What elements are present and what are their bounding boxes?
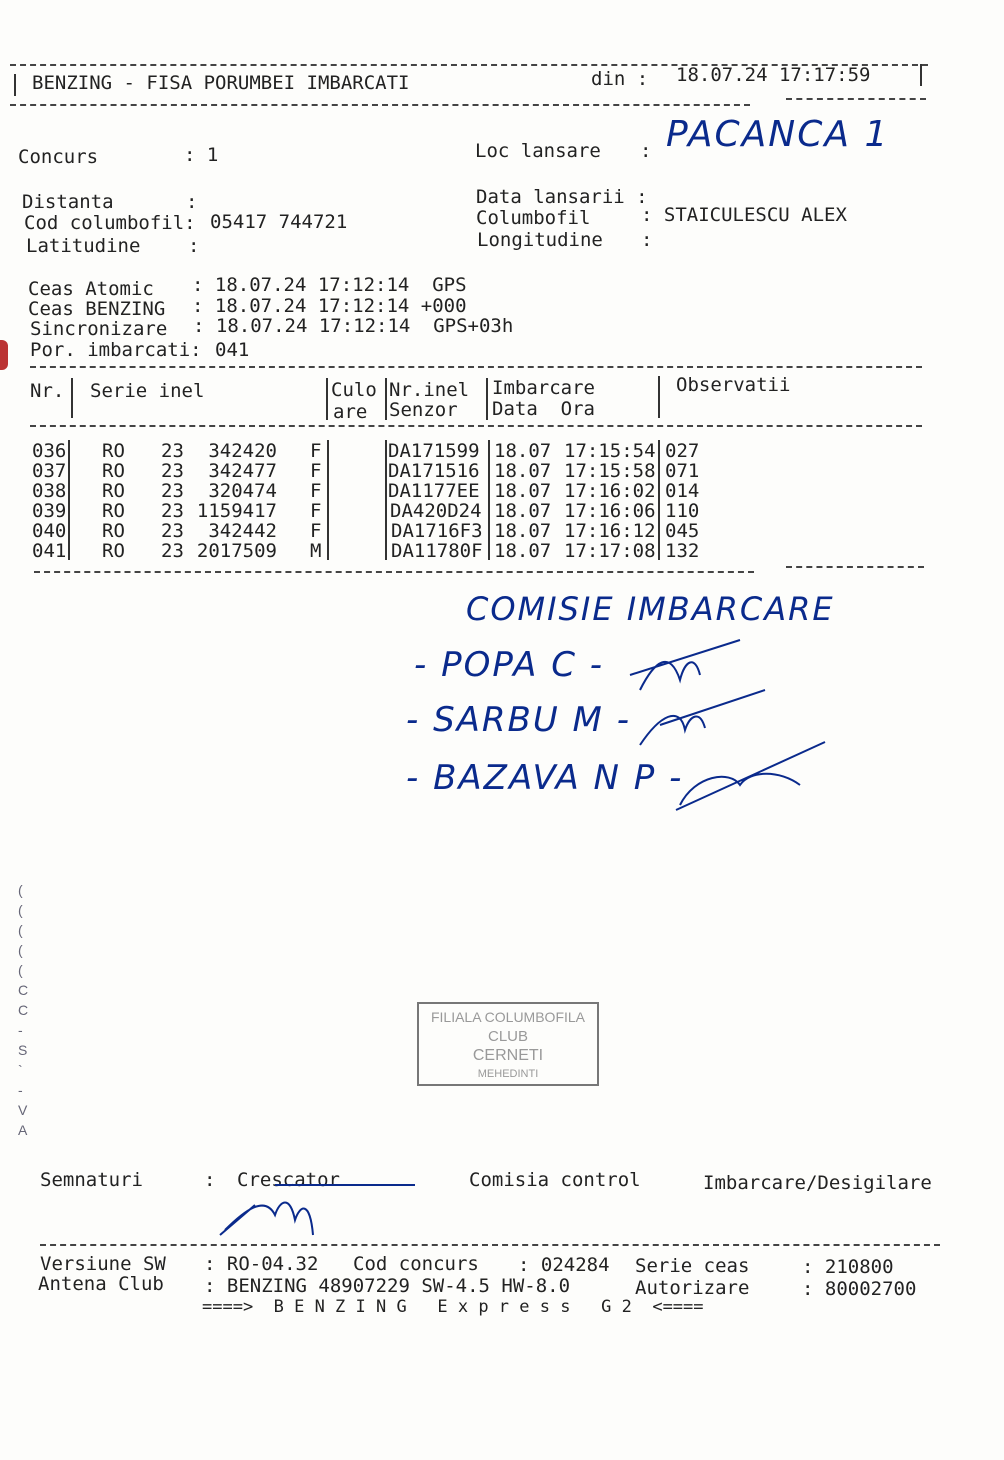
row-divider-obs (658, 440, 660, 560)
ceas-benzing-value: : 18.07.24 17:12:14 +000 (192, 295, 467, 317)
col-header-serie: Serie inel (90, 380, 205, 402)
handwritten-member-1: - POPA C - (414, 645, 605, 685)
serie-ceas-label: Serie ceas (635, 1255, 750, 1277)
crescator-label: Crescator (237, 1169, 340, 1191)
col-header-culoare-1: Culo (331, 379, 377, 401)
commission-signatures (600, 620, 840, 820)
cell-sex: F (310, 520, 322, 542)
stamp-line-2: CLUB (487, 1028, 528, 1045)
latitudine-label: Latitudine (26, 235, 141, 257)
data-lansarii-label: Data lansarii : (476, 186, 648, 208)
header-right-bar (920, 64, 922, 86)
sincronizare-label: Sincronizare (30, 318, 168, 340)
cell-tara: RO (102, 480, 125, 502)
col-divider-culoare (326, 378, 328, 420)
cod-concurs-value: : 024284 (518, 1254, 610, 1276)
row-divider-culoare (327, 440, 329, 560)
col-header-culoare-2: are (333, 401, 368, 423)
stamp-line-1: FILIALA COLUMBOFILA (430, 1009, 586, 1025)
loc-lansare-handwritten: PACANCA 1 (666, 114, 890, 155)
cell-data: 18.07 (494, 480, 552, 502)
cell-obs: 014 (665, 480, 700, 502)
col-divider-nrinel (385, 378, 387, 420)
autorizare-label: Autorizare (635, 1277, 750, 1299)
loc-lansare-colon: : (640, 140, 652, 162)
header-bottom-rule-right (786, 98, 926, 100)
cell-obs: 045 (665, 520, 700, 542)
cell-nr: 040 (32, 520, 67, 542)
table-bottom-rule (34, 571, 754, 573)
crescator-signature (215, 1175, 425, 1250)
cell-sex: F (310, 480, 322, 502)
concurs-label: Concurs (18, 146, 99, 168)
table-top-rule (30, 366, 922, 368)
cell-sex: F (310, 500, 322, 522)
handwritten-member-2: - SARBU M - (406, 700, 631, 740)
col-divider-imbarcare (486, 378, 488, 420)
columbofil-label: Columbofil (476, 207, 591, 229)
cell-sex: F (310, 460, 322, 482)
print-datetime: 18.07.24 17:17:59 (676, 64, 871, 86)
handwritten-comisie-title: COMISIE IMBARCARE (466, 590, 835, 628)
document-title: BENZING - FISA PORUMBEI IMBARCATI (32, 72, 410, 94)
row-divider-nr (68, 440, 70, 560)
col-divider-nr (71, 378, 73, 418)
col-header-imbarcare-2: Data Ora (492, 398, 595, 420)
cell-ora: 17:15:54 (564, 440, 656, 462)
cell-tara: RO (102, 460, 125, 482)
cell-an: 23 (161, 520, 184, 542)
cell-obs: 027 (665, 440, 700, 462)
stamp-line-4: MEHEDINTI (477, 1068, 539, 1080)
cell-nr: 039 (32, 500, 67, 522)
cod-columbofil-label: Cod columbofil: (24, 212, 196, 234)
cell-ora: 17:17:08 (564, 540, 656, 562)
stamp-line-3: CERNETI (472, 1047, 544, 1064)
cell-nr: 037 (32, 460, 67, 482)
cell-obs: 110 (665, 500, 700, 522)
serie-ceas-value: : 210800 (802, 1256, 894, 1278)
cell-inel: 342442 (208, 520, 277, 542)
cell-ora: 17:16:02 (564, 480, 656, 502)
ceas-benzing-label: Ceas BENZING (28, 298, 166, 320)
page-edge-mark (0, 340, 8, 370)
sincronizare-value: : 18.07.24 17:12:14 GPS+03h (193, 315, 514, 337)
semnaturi-label: Semnaturi (40, 1169, 143, 1191)
row-divider-senzor (385, 440, 387, 560)
cell-ora: 17:15:58 (564, 460, 656, 482)
ceas-atomic-value: : 18.07.24 17:12:14 GPS (192, 274, 467, 296)
cell-senzor: DA420D24 (390, 500, 482, 522)
cell-data: 18.07 (494, 440, 552, 462)
cell-ora: 17:16:06 (564, 500, 656, 522)
cell-ora: 17:16:12 (564, 520, 656, 542)
cell-senzor: DA171516 (388, 460, 480, 482)
loc-lansare-label: Loc lansare (475, 140, 601, 162)
table-header-rule (30, 425, 922, 427)
header-bottom-rule (10, 104, 750, 106)
cell-an: 23 (161, 500, 184, 522)
cell-obs: 071 (665, 460, 700, 482)
cell-senzor: DA11780F (391, 540, 483, 562)
cell-senzor: DA1716F3 (391, 520, 483, 542)
distanta-label: Distanta (22, 191, 114, 213)
cell-inel: 2017509 (196, 540, 277, 562)
cod-concurs-label: Cod concurs (353, 1253, 479, 1275)
cell-data: 18.07 (494, 520, 552, 542)
cell-inel: 342420 (208, 440, 277, 462)
cell-tara: RO (102, 540, 125, 562)
cell-nr: 038 (32, 480, 67, 502)
header-left-bar (14, 74, 16, 96)
col-divider-observatii (658, 376, 660, 418)
cell-inel: 320474 (208, 480, 277, 502)
table-bottom-rule-right (786, 566, 924, 568)
cell-an: 23 (161, 480, 184, 502)
cell-inel: 342477 (208, 460, 277, 482)
col-header-observatii: Observatii (676, 374, 791, 396)
cell-an: 23 (161, 460, 184, 482)
cell-sex: F (310, 440, 322, 462)
col-header-nrinel-1: Nr.inel (389, 379, 470, 401)
cod-columbofil-value: 05417 744721 (210, 211, 348, 233)
din-label: din : (591, 68, 649, 90)
col-header-nrinel-2: Senzor (389, 399, 458, 421)
footer-top-rule (40, 1244, 940, 1246)
semnaturi-colon: : (204, 1169, 216, 1191)
distanta-colon: : (186, 191, 198, 213)
columbofil-value: : STAICULESCU ALEX (641, 204, 847, 226)
cell-sex: M (310, 540, 322, 562)
latitudine-colon: : (188, 235, 200, 257)
cell-senzor: DA171599 (388, 440, 480, 462)
porumbei-imbarcati-value: 041 (215, 339, 250, 361)
handwritten-member-3: - BAZAVA N P - (406, 758, 684, 798)
club-stamp (417, 1002, 599, 1086)
versiune-sw-label: Versiune SW (40, 1253, 166, 1275)
cell-tara: RO (102, 440, 125, 462)
col-header-imbarcare-1: Imbarcare (492, 377, 595, 399)
cell-an: 23 (161, 440, 184, 462)
versiune-sw-value: : RO-04.32 (204, 1253, 319, 1275)
ceas-atomic-label: Ceas Atomic (28, 278, 154, 300)
cell-data: 18.07 (494, 460, 552, 482)
margin-artifacts: ( ( ( ( ( C C - S ` - V A (18, 882, 29, 1138)
cell-tara: RO (102, 500, 125, 522)
cell-an: 23 (161, 540, 184, 562)
cell-nr: 036 (32, 440, 67, 462)
antena-club-value: : BENZING 48907229 SW-4.5 HW-8.0 (204, 1275, 571, 1297)
concurs-value: : 1 (184, 144, 219, 166)
cell-data: 18.07 (494, 500, 552, 522)
cell-senzor: DA1177EE (388, 480, 480, 502)
longitudine-colon: : (641, 229, 653, 251)
antena-club-label: Antena Club (38, 1273, 164, 1295)
benzing-express-banner: ====> B E N Z I N G E x p r e s s G 2 <==== (202, 1297, 704, 1317)
comisia-control-label: Comisia control (469, 1169, 641, 1191)
col-header-nr: Nr. (30, 380, 65, 402)
longitudine-label: Longitudine (477, 229, 603, 251)
cell-data: 18.07 (494, 540, 552, 562)
autorizare-value: : 80002700 (802, 1278, 917, 1300)
row-divider-data (488, 440, 490, 560)
cell-inel: 1159417 (196, 500, 277, 522)
cell-obs: 132 (665, 540, 700, 562)
imbarcare-desigilare-label: Imbarcare/Desigilare (703, 1172, 932, 1194)
cell-nr: 041 (32, 540, 67, 562)
porumbei-imbarcati-label: Por. imbarcati: (30, 339, 202, 361)
cell-tara: RO (102, 520, 125, 542)
